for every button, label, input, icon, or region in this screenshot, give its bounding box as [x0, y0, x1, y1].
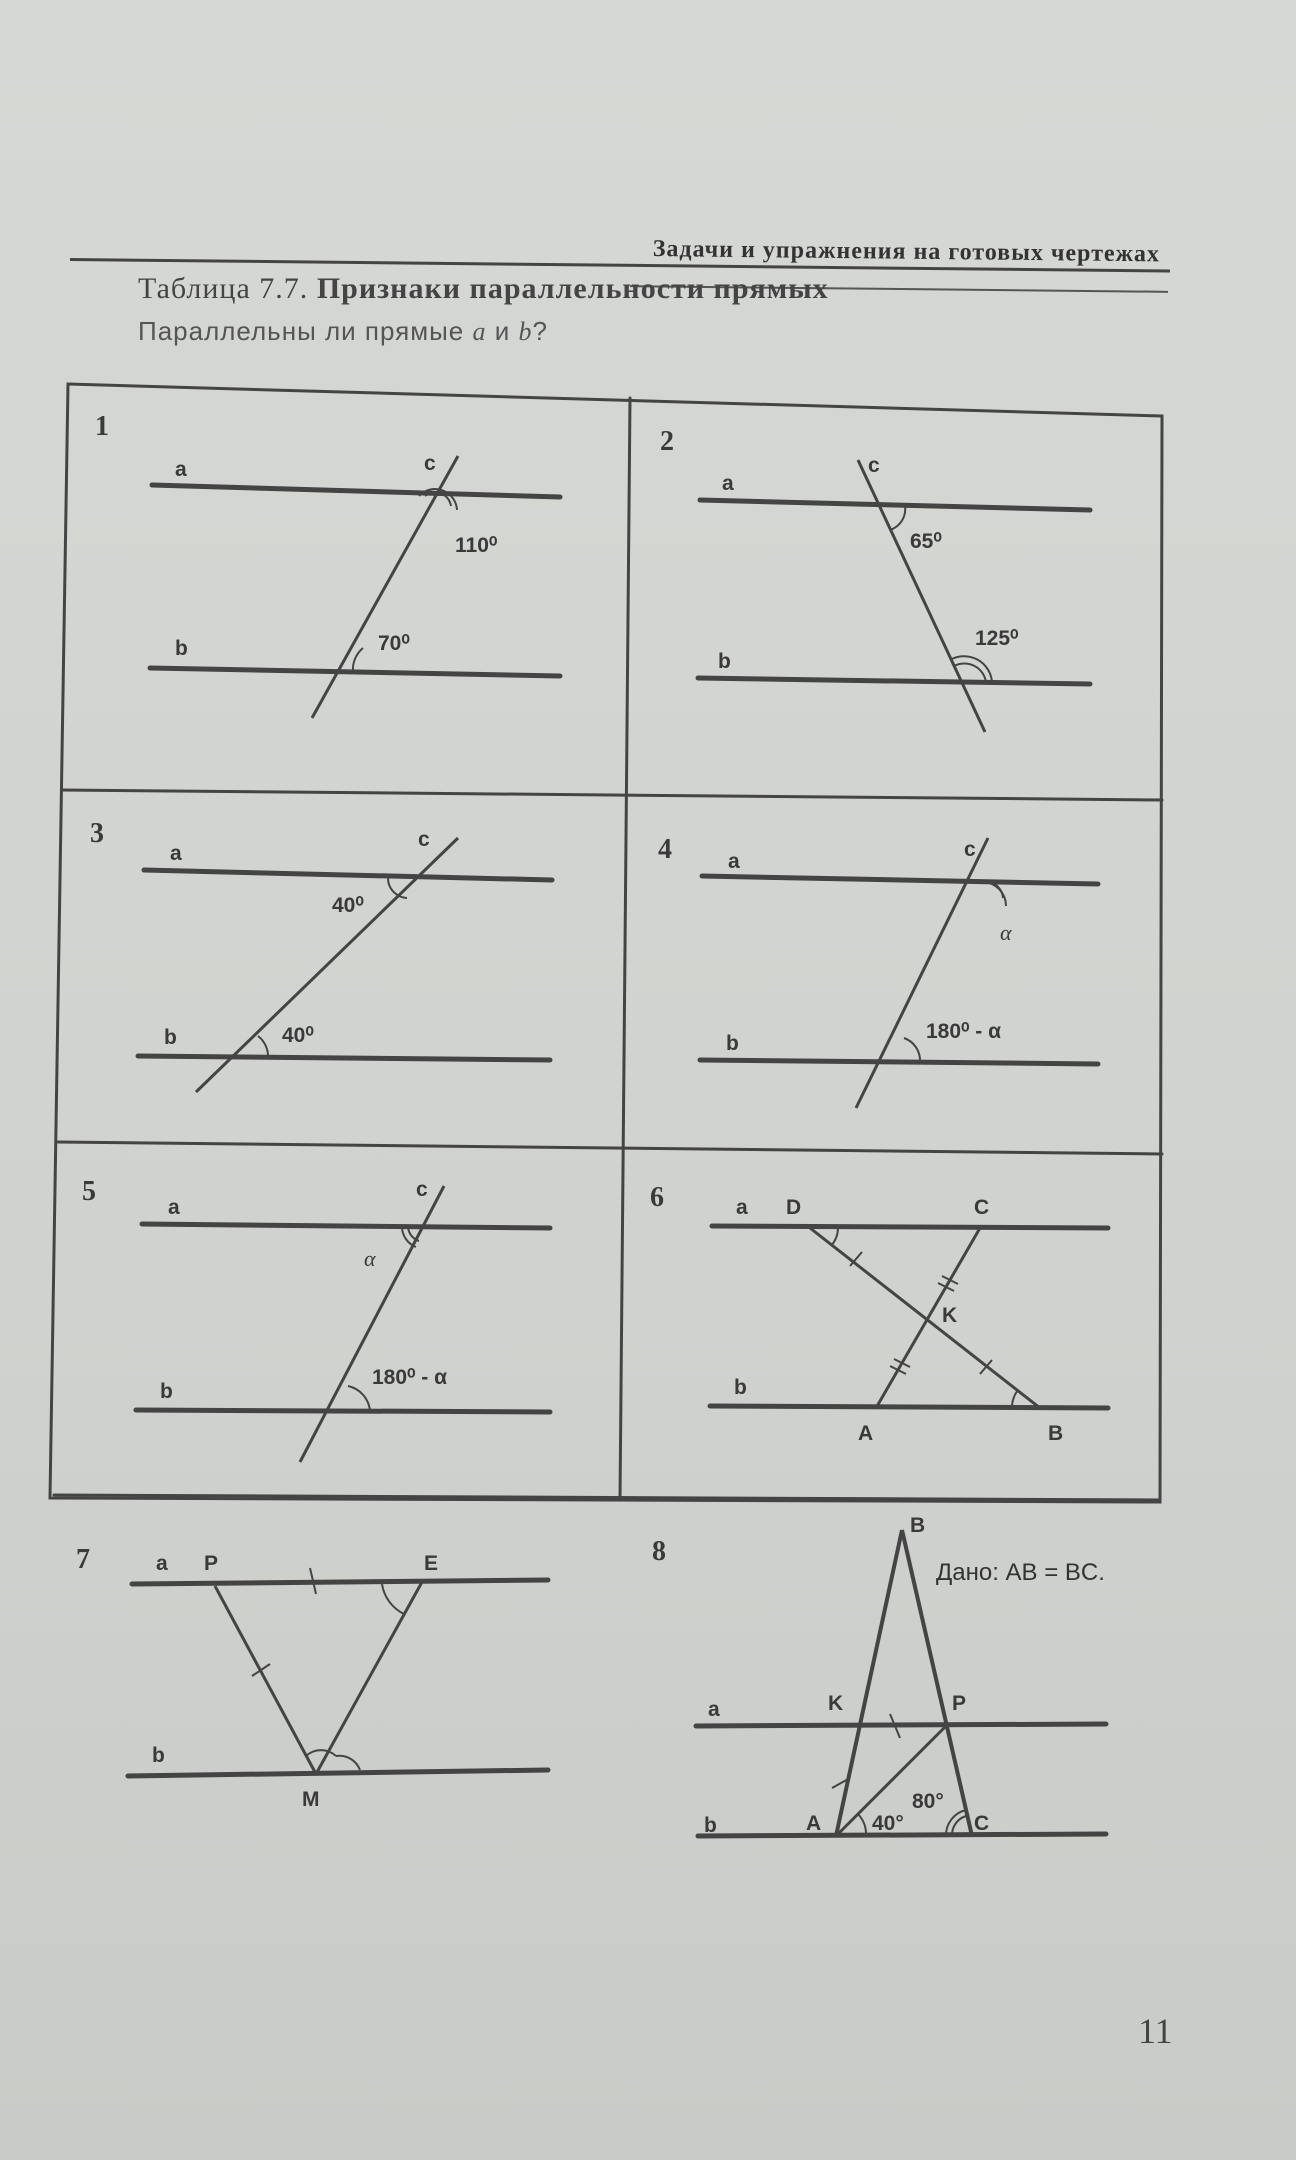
label-c: c	[416, 1178, 428, 1201]
figure-3	[90, 818, 552, 1092]
label-b: b	[726, 1032, 739, 1055]
page-number: 11	[1138, 2011, 1173, 2051]
label-A: A	[806, 1812, 822, 1835]
segment-EM	[316, 1582, 422, 1774]
angle-arc	[831, 1228, 838, 1246]
label-D: D	[786, 1196, 802, 1219]
question-conj: и	[494, 316, 511, 346]
line-a	[142, 1224, 550, 1228]
label-K: K	[942, 1304, 958, 1327]
label-C: C	[974, 1196, 990, 1219]
question-line-b: b	[518, 317, 533, 346]
angle-label: 65⁰	[910, 530, 942, 553]
segment-BA	[836, 1530, 902, 1836]
label-a: a	[175, 458, 187, 481]
angle-arc	[388, 878, 407, 898]
figure-5	[82, 1176, 550, 1462]
label-b: b	[160, 1380, 173, 1403]
figure-6	[650, 1182, 1108, 1445]
angle-arc	[890, 506, 905, 530]
angle-arc	[336, 1756, 360, 1770]
line-a	[132, 1580, 548, 1584]
label-b: b	[164, 1026, 177, 1049]
label-M: M	[302, 1788, 320, 1811]
angle-label: 70⁰	[378, 632, 410, 655]
label-A: A	[858, 1422, 874, 1445]
transversal-c	[858, 460, 985, 732]
line-b	[700, 1060, 1098, 1064]
figure-number-8: 8	[652, 1536, 666, 1567]
figure-2	[660, 426, 1090, 732]
line-a	[700, 500, 1090, 510]
label-C: C	[974, 1812, 990, 1835]
line-b	[136, 1410, 550, 1412]
line-a	[144, 870, 552, 880]
angle-label: α	[1000, 920, 1012, 945]
label-P: P	[204, 1552, 219, 1575]
line-a	[152, 485, 560, 497]
figure-number-6: 6	[650, 1182, 664, 1213]
label-c: c	[964, 838, 976, 861]
label-a: a	[708, 1698, 720, 1721]
grid-frame	[50, 384, 1162, 1502]
segment-PM	[215, 1586, 316, 1774]
label-P: P	[952, 1692, 967, 1715]
label-b: b	[704, 1814, 717, 1837]
line-a	[702, 876, 1098, 884]
label-a: a	[722, 472, 734, 495]
line-b	[710, 1406, 1108, 1408]
figure-number-3: 3	[90, 818, 104, 849]
angle-label: 40⁰	[332, 894, 364, 917]
label-a: a	[168, 1196, 180, 1219]
figure-number-7: 7	[76, 1544, 90, 1575]
figure-number-5: 5	[82, 1176, 96, 1207]
segment-DB	[810, 1228, 1040, 1408]
transversal-c	[312, 456, 458, 718]
grid-row-divider-1	[62, 790, 1162, 800]
line-a	[712, 1226, 1108, 1228]
angle-arc	[353, 648, 363, 672]
angle-label: 180⁰ - α	[372, 1366, 448, 1389]
angle-arc	[382, 1584, 404, 1614]
running-header: Задачи и упражнения на готовых чертежах	[652, 236, 1161, 268]
angle-arc	[904, 1038, 920, 1062]
angle-arc	[984, 882, 1006, 906]
line-b	[138, 1056, 550, 1060]
figure-7	[76, 1544, 548, 1811]
label-a: a	[736, 1196, 748, 1219]
label-b: b	[718, 650, 731, 673]
figure-number-4: 4	[658, 834, 672, 865]
label-E: E	[424, 1552, 439, 1575]
grid-vertical-divider	[620, 398, 630, 1500]
segment-CA	[876, 1228, 980, 1408]
label-b: b	[152, 1744, 165, 1767]
figure-8	[652, 1514, 1106, 1837]
label-a: a	[728, 850, 740, 873]
label-b: b	[734, 1376, 747, 1399]
grid-row-divider-2	[58, 1142, 1162, 1154]
label-K: K	[828, 1692, 844, 1715]
angle-label: α	[364, 1246, 376, 1271]
angle-label: 180⁰ - α	[926, 1020, 1002, 1043]
label-c: c	[424, 452, 436, 475]
angle-label: 40°	[872, 1812, 904, 1835]
label-c: c	[868, 454, 880, 477]
angle-arc	[1012, 1390, 1018, 1406]
label-B: B	[1048, 1422, 1064, 1445]
line-b	[698, 678, 1090, 684]
label-b: b	[175, 637, 188, 660]
given-condition: Дано: AB = BC.	[936, 1559, 1105, 1586]
label-a: a	[156, 1552, 168, 1575]
table-number: Таблица 7.7.	[138, 272, 309, 305]
label-c: c	[418, 828, 430, 851]
label-a: a	[170, 842, 182, 865]
angle-label: 110⁰	[455, 534, 498, 557]
table-name: Признаки параллельности прямых	[316, 272, 829, 305]
figure-number-1: 1	[95, 411, 109, 442]
question-mark: ?	[532, 316, 548, 346]
figure-4	[658, 834, 1098, 1108]
angle-label: 80°	[912, 1790, 944, 1813]
line-b	[150, 668, 560, 676]
angle-arc	[348, 1386, 370, 1411]
angle-arc	[306, 1750, 336, 1756]
question-prefix: Параллельны ли прямые	[138, 316, 465, 346]
angle-label: 40⁰	[282, 1024, 314, 1047]
label-B: B	[910, 1514, 926, 1537]
line-b	[128, 1770, 548, 1776]
figure-number-2: 2	[660, 426, 674, 457]
angle-label: 125⁰	[975, 627, 1019, 650]
question-line-a: a	[472, 317, 487, 346]
line-a	[696, 1724, 1106, 1726]
figure-1	[95, 411, 560, 718]
